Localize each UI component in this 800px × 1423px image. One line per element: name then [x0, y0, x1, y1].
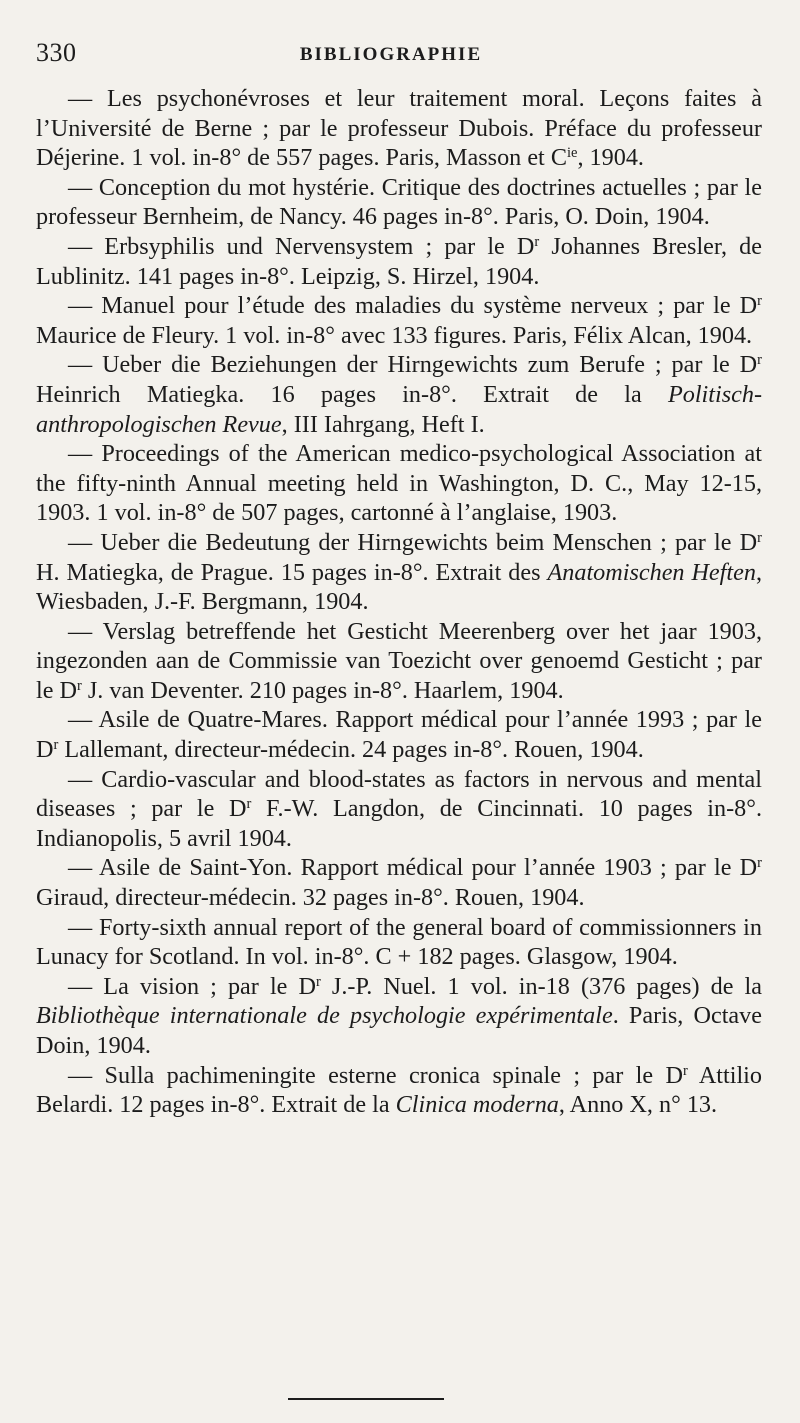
superscript: r: [757, 293, 762, 310]
superscript: r: [534, 233, 540, 250]
bibliography-entry: — Ueber die Beziehungen der Hirngewichts zum Berufe ; par le $D^r$ Heinrich Matiegka. 16 pages in-8°. Extrait de la Politisch-anthropologischen Revue, III Iahrgang, Heft I.: [36, 351, 762, 438]
bibliography-entry: — Cardio-vascular and blood-states as factors in nervous and mental diseases ; par le $D^r$ F.-W. Langdon, de Cincinnati. 10 pages in-8°. Indianopolis, 5 avril 1904.: [36, 765, 762, 852]
superscript: r: [76, 677, 82, 694]
superscript: r: [757, 529, 762, 546]
running-title: BIBLIOGRAPHIE: [299, 44, 483, 65]
bibliography-entry: — Asile de Saint-Yon. Rapport médical pour l’année 1903 ; par le $D^r$ Giraud, directeur-médecin. 32 pages in-8°. Rouen, 1904.: [36, 854, 762, 912]
superscript: r: [246, 796, 252, 813]
superscript: r: [682, 1062, 688, 1079]
bibliography-entry: — Verslag betreffende het Gesticht Meerenberg over het jaar 1903, ingezonden aan de Commissie van Toezicht over genoemd Gesticht ; par le $D^r$ J. van Deventer. 210 pages in-8°. Haarlem, 1904.: [36, 617, 762, 704]
bibliography-entry: — Les psychonévroses et leur traitement moral. Leçons faites à l’Université de Berne ; par le professeur Dubois. Préface du professeur Déjerine. 1 vol. in-8° de 557 pages. Paris, Masson et $C^{ie}$, 1904.: [36, 85, 762, 172]
bibliography-entry: — Manuel pour l’étude des maladies du système nerveux ; par le $D^r$ Maurice de Fleury. 1 vol. in-8° avec 133 figures. Paris, Félix Alcan, 1904.: [36, 292, 762, 349]
italic-title: Clinica moderna: [395, 1091, 559, 1119]
bibliography-entry: — Asile de Quatre-Mares. Rapport médical pour l’année 1993 ; par le $D^r$ Lallemant, directeur-médecin. 24 pages in-8°. Rouen, 1904.: [36, 706, 762, 764]
superscript: ie: [566, 145, 578, 162]
italic-title: Anatomischen Heften: [547, 558, 756, 586]
bibliography-entry: — Erbsyphilis und Nervensystem ; par le $D^r$ Johannes Bresler, de Lublinitz. 141 pages in-8°. Leipzig, S. Hirzel, 1904.: [36, 232, 762, 290]
italic-title: Bibliothèque internationale de psychologie expérimentale: [36, 1002, 613, 1030]
superscript: r: [53, 737, 59, 754]
bibliography-entry: — La vision ; par le $D^r$ J.-P. Nuel. 1 vol. in-18 (376 pages) de la Bibliothèque internationale de psychologie expérimentale. Paris, Octave Doin, 1904.: [36, 972, 763, 1059]
bibliography-entry: — Sulla pachimeningite esterne cronica spinale ; par le $D^r$ Attilio Belardi. 12 pages in-8°. Extrait de la Clinica moderna, Anno X, n° 13.: [36, 1061, 762, 1119]
superscript: r: [757, 855, 762, 872]
page-number: 330: [36, 38, 77, 67]
bibliography-entry: — Conception du mot hystérie. Critique des doctrines actuelles ; par le professeur Bernheim, de Nancy. 46 pages in-8°. Paris, O. Doin, 1904.: [36, 173, 762, 231]
bibliography-entry: — Proceedings of the American medico-psychological Association at the fifty-ninth Annual meeting held in Washington, D. C., May 12-15, 1903. 1 vol. in-8° de 507 pages, cartonné à l’anglaise, 1903.: [36, 440, 762, 527]
superscript: r: [315, 973, 321, 990]
italic-title: Politisch-anthropologischen Revue: [36, 380, 762, 438]
page-header: [36, 38, 746, 70]
bibliography-entry: — Ueber die Bedeutung der Hirngewichts beim Menschen ; par le $D^r$ H. Matiegka, de Prague. 15 pages in-8°. Extrait des Anatomischen Heften, Wiesbaden, J.-F. Bergmann, 1904.: [36, 528, 762, 616]
bibliography-entry: — Forty-sixth annual report of the general board of commissionners in Lunacy for Scotland. In vol. in-8°. C + 182 pages. Glasgow, 1904.: [36, 913, 762, 971]
bibliography-list: [36, 84, 762, 1120]
superscript: r: [757, 352, 762, 369]
closing-rule: [288, 1398, 444, 1400]
